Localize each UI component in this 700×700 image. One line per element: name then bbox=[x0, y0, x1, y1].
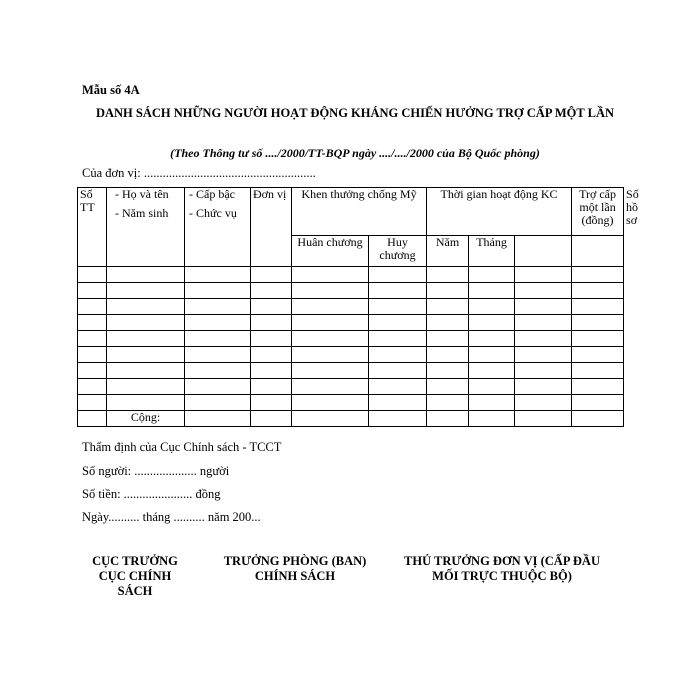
header-file-blank bbox=[572, 236, 624, 267]
table-cell bbox=[107, 395, 185, 411]
header-name-line2: - Năm sinh bbox=[115, 206, 169, 220]
table-cell bbox=[107, 363, 185, 379]
table-row bbox=[78, 347, 624, 363]
table-cell bbox=[292, 347, 369, 363]
table-row bbox=[78, 267, 624, 283]
document-title: DANH SÁCH NHỮNG NGƯỜI HOẠT ĐỘNG KHÁNG CHIẾN HƯỞNG TRỢ CẤP MỘT LẦN bbox=[95, 106, 615, 120]
table-row bbox=[78, 299, 624, 315]
table-cell bbox=[469, 331, 515, 347]
header-award: Khen thưởng chống Mỹ bbox=[292, 188, 427, 236]
table-row bbox=[78, 331, 624, 347]
table-cell bbox=[572, 299, 624, 315]
table-cell bbox=[572, 331, 624, 347]
table-cell bbox=[515, 283, 572, 299]
table-cell bbox=[427, 379, 469, 395]
table-cell bbox=[572, 315, 624, 331]
table-cell bbox=[292, 299, 369, 315]
table-cell bbox=[78, 379, 107, 395]
date-line: Ngày.......... tháng .......... năm 200... bbox=[82, 510, 261, 524]
header-name-line1: - Họ và tên bbox=[115, 187, 169, 201]
table-cell bbox=[427, 347, 469, 363]
total-cell bbox=[185, 411, 251, 427]
table-cell bbox=[427, 363, 469, 379]
header-month: Tháng bbox=[469, 236, 515, 267]
table-cell bbox=[369, 283, 427, 299]
signature-left: CỤC TRƯỞNG CỤC CHÍNH SÁCH bbox=[92, 554, 178, 598]
table-cell bbox=[515, 363, 572, 379]
table-cell bbox=[292, 315, 369, 331]
table-cell bbox=[107, 379, 185, 395]
table-cell bbox=[427, 315, 469, 331]
table-row bbox=[78, 379, 624, 395]
table-cell bbox=[185, 299, 251, 315]
table-cell bbox=[78, 267, 107, 283]
table-cell bbox=[185, 363, 251, 379]
table-cell bbox=[185, 379, 251, 395]
table-cell bbox=[369, 331, 427, 347]
table-cell bbox=[78, 331, 107, 347]
table-cell bbox=[572, 267, 624, 283]
table-cell bbox=[369, 347, 427, 363]
table-cell bbox=[369, 379, 427, 395]
table-cell bbox=[369, 267, 427, 283]
header-allowance-blank bbox=[515, 236, 572, 267]
header-rank-line2: - Chức vụ bbox=[189, 206, 237, 220]
table-cell bbox=[369, 315, 427, 331]
table-cell bbox=[469, 299, 515, 315]
document-subtitle: (Theo Thông tư số ..../2000/TT-BQP ngày ..../..../2000 của Bộ Quốc phòng) bbox=[170, 146, 540, 160]
table-cell bbox=[515, 379, 572, 395]
table-cell bbox=[78, 315, 107, 331]
table-cell bbox=[292, 379, 369, 395]
header-no: Số TT bbox=[78, 188, 107, 267]
table-cell bbox=[469, 379, 515, 395]
table-cell bbox=[78, 395, 107, 411]
table-cell bbox=[251, 315, 292, 331]
total-cell bbox=[369, 411, 427, 427]
signature-middle: TRƯỞNG PHÒNG (BAN) CHÍNH SÁCH bbox=[223, 554, 367, 583]
table-cell bbox=[572, 347, 624, 363]
table-cell bbox=[292, 283, 369, 299]
table-cell bbox=[572, 379, 624, 395]
table-cell bbox=[515, 267, 572, 283]
total-cell bbox=[427, 411, 469, 427]
money-line: Số tiền: ...................... đồng bbox=[82, 487, 221, 501]
table-cell bbox=[427, 283, 469, 299]
table-cell bbox=[251, 299, 292, 315]
signature-right: THỦ TRƯỞNG ĐƠN VỊ (CẤP ĐẦU MỐI TRỰC THUỘC BỘ) bbox=[404, 554, 600, 583]
table-cell bbox=[515, 331, 572, 347]
verify-line: Thẩm định của Cục Chính sách - TCCT bbox=[82, 440, 282, 454]
table-cell bbox=[292, 395, 369, 411]
header-time: Thời gian hoạt động KC bbox=[427, 188, 572, 236]
table-row bbox=[78, 363, 624, 379]
table-cell bbox=[369, 395, 427, 411]
table-cell bbox=[107, 315, 185, 331]
table-row bbox=[78, 283, 624, 299]
beneficiary-table: Số TT - Họ và tên - Năm sinh - Cấp bậc - Chức vụ Đơn vị Khen thưởng chống Mỹ Thời gian hoạt động KC Trợ cấp một lần (đồng) Số hồ sơ Huân chương Huy chương Năm Tháng Cộng: bbox=[77, 187, 624, 427]
table-cell bbox=[185, 315, 251, 331]
total-label: Cộng: bbox=[107, 411, 185, 427]
table-cell bbox=[251, 363, 292, 379]
table-cell bbox=[251, 331, 292, 347]
table-cell bbox=[107, 283, 185, 299]
header-rank bbox=[185, 188, 251, 267]
unit-line: Của đơn vị: ....................................................... bbox=[82, 166, 316, 180]
table-cell bbox=[515, 347, 572, 363]
table-cell bbox=[185, 267, 251, 283]
table-cell bbox=[107, 347, 185, 363]
table-row bbox=[78, 315, 624, 331]
table-cell bbox=[469, 347, 515, 363]
table-cell bbox=[427, 331, 469, 347]
table-cell bbox=[427, 395, 469, 411]
table-cell bbox=[107, 267, 185, 283]
table-cell bbox=[292, 267, 369, 283]
table-cell bbox=[469, 395, 515, 411]
table-cell bbox=[469, 267, 515, 283]
header-rank-line1: - Cấp bậc bbox=[189, 187, 235, 201]
table-cell bbox=[251, 395, 292, 411]
table-cell bbox=[107, 331, 185, 347]
table-cell bbox=[469, 283, 515, 299]
table-cell bbox=[515, 395, 572, 411]
table-cell bbox=[185, 283, 251, 299]
table-cell bbox=[251, 267, 292, 283]
table-cell bbox=[572, 363, 624, 379]
total-cell bbox=[469, 411, 515, 427]
table-cell bbox=[78, 283, 107, 299]
table-cell bbox=[251, 379, 292, 395]
table-cell bbox=[78, 347, 107, 363]
table-cell bbox=[185, 331, 251, 347]
table-cell bbox=[369, 299, 427, 315]
table-cell bbox=[469, 363, 515, 379]
table-cell bbox=[572, 395, 624, 411]
table-cell bbox=[185, 347, 251, 363]
header-allowance: Trợ cấp một lần (đồng) bbox=[572, 188, 624, 236]
header-huy-chuong: Huy chương bbox=[369, 236, 427, 267]
table-cell bbox=[292, 363, 369, 379]
table-cell bbox=[292, 331, 369, 347]
table-cell bbox=[469, 315, 515, 331]
table-cell bbox=[78, 299, 107, 315]
table-cell bbox=[185, 395, 251, 411]
table-cell bbox=[515, 315, 572, 331]
people-line: Số người: .................... người bbox=[82, 464, 230, 478]
table-cell bbox=[427, 299, 469, 315]
table-cell bbox=[78, 363, 107, 379]
total-cell-no bbox=[78, 411, 107, 427]
table-cell bbox=[515, 299, 572, 315]
total-cell bbox=[572, 411, 624, 427]
header-unit: Đơn vị bbox=[251, 188, 292, 267]
table-cell bbox=[369, 363, 427, 379]
table-cell bbox=[572, 283, 624, 299]
total-cell bbox=[515, 411, 572, 427]
table-cell bbox=[427, 267, 469, 283]
total-cell bbox=[251, 411, 292, 427]
header-name bbox=[107, 188, 185, 267]
table-cell bbox=[251, 283, 292, 299]
header-year: Năm bbox=[427, 236, 469, 267]
table-cell bbox=[107, 299, 185, 315]
table-cell bbox=[251, 347, 292, 363]
table-row bbox=[78, 395, 624, 411]
total-cell bbox=[292, 411, 369, 427]
form-number: Mẫu số 4A bbox=[82, 83, 140, 97]
header-huan-chuong: Huân chương bbox=[292, 236, 369, 267]
